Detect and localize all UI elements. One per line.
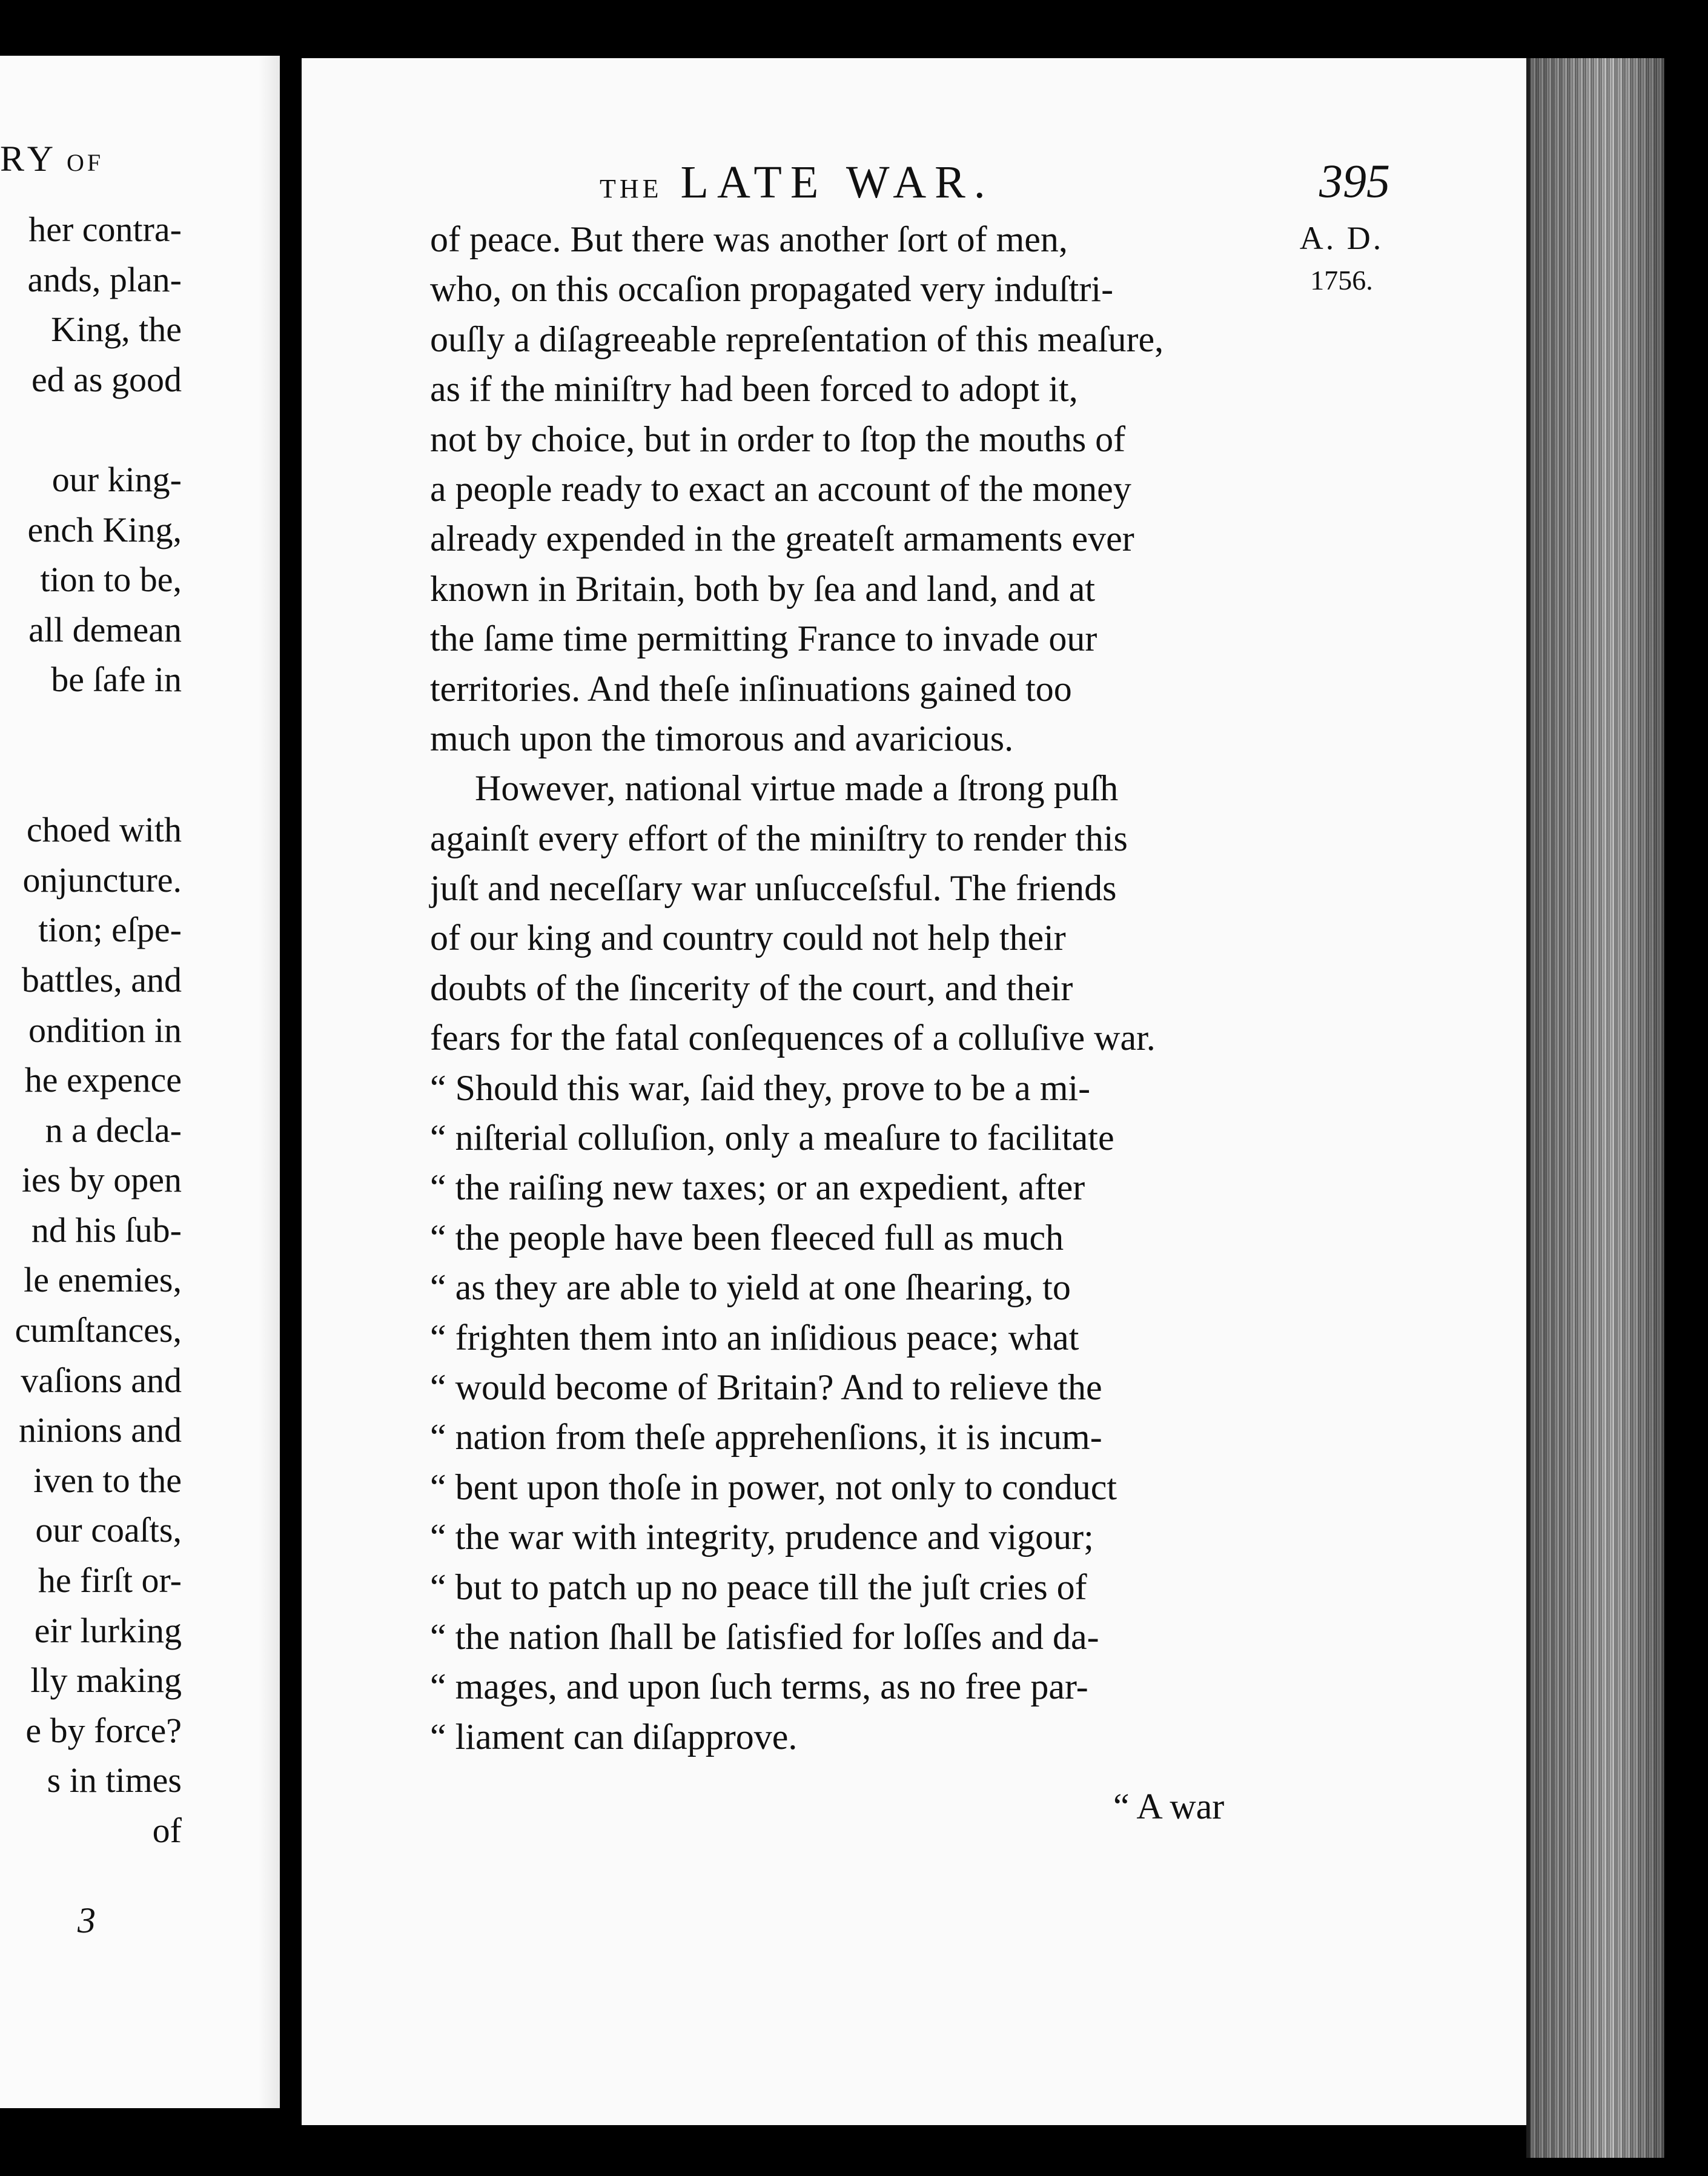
- left-line: of: [152, 1811, 182, 1850]
- text-line: as if the miniſtry had been forced to adopt it,: [430, 369, 1078, 410]
- text-line: againſt every effort of the miniſtry to render this: [430, 818, 1128, 858]
- text-line: known in Britain, both by ſea and land, and at: [430, 568, 1096, 609]
- text-line: fears for the fatal conſequences of a colluſive war.: [430, 1018, 1156, 1058]
- quote-line: “ frighten them into an inſidious peace; what: [430, 1317, 1079, 1358]
- left-line: le enemies,: [24, 1260, 182, 1300]
- left-line: vaſions and: [21, 1360, 182, 1400]
- left-line: King, the: [51, 310, 182, 350]
- left-running-head: [0, 138, 104, 180]
- text-line: of our king and country could not help their: [430, 918, 1066, 958]
- text-line: much upon the timorous and avaricious.: [430, 718, 1014, 758]
- left-line: our coaſts,: [35, 1510, 182, 1550]
- left-line: nd his ſub-: [31, 1210, 182, 1250]
- signature-mark: 3: [78, 1900, 96, 1940]
- quote-line: “ the war with integrity, prudence and vigour;: [430, 1517, 1094, 1557]
- text-line: the ſame time permitting France to invade our: [430, 619, 1097, 659]
- text-line: already expended in the greateſt armaments ever: [430, 519, 1134, 559]
- running-head-text: LATE WAR.: [680, 157, 994, 208]
- paragraph-first-line: However, national virtue made a ſtrong puſh: [475, 768, 1119, 809]
- left-line: ninions and: [18, 1410, 182, 1450]
- left-line: [15, 405, 182, 455]
- quote-line: “ the people have been fleeced full as much: [430, 1217, 1064, 1258]
- left-line: n a decla-: [45, 1110, 182, 1150]
- left-line: ench King,: [27, 509, 182, 549]
- text-line: not by choice, but in order to ſtop the mouths of: [430, 419, 1126, 459]
- page-number: 395: [1319, 154, 1390, 207]
- quote-line: “ nation from theſe apprehenſions, it is incum-: [430, 1417, 1102, 1458]
- body-text: [430, 214, 1530, 1762]
- quote-line: “ liament can diſapprove.: [430, 1716, 798, 1757]
- quote-line: “ mages, and upon ſuch terms, as no free par-: [430, 1667, 1088, 1707]
- quote-line: “ but to patch up no peace till the juſt cries of: [430, 1567, 1087, 1607]
- text-line: juſt and neceſſary war unſucceſsful. The friends: [430, 868, 1117, 909]
- running-head: [302, 148, 1530, 214]
- left-line: [15, 755, 182, 806]
- left-line: ands, plan-: [27, 259, 182, 299]
- left-line: cumſtances,: [15, 1310, 182, 1350]
- left-line: battles, and: [21, 960, 182, 1000]
- quote-line: “ would become of Britain? And to relieve the: [430, 1367, 1102, 1407]
- catchword: “ A war: [1113, 1786, 1225, 1826]
- quote-line: “ as they are able to yield at one ſhearing, to: [430, 1267, 1071, 1308]
- fold-shadow: [258, 56, 280, 2108]
- left-line: eir lurking: [34, 1610, 182, 1650]
- margin-note-era: A. D.: [1299, 220, 1384, 256]
- left-line: ondition in: [28, 1010, 182, 1050]
- left-line: choed with: [26, 810, 182, 850]
- left-line: he expence: [24, 1060, 182, 1100]
- left-line: our king-: [51, 459, 182, 499]
- text-line: doubts of the ſincerity of the court, and their: [430, 967, 1073, 1008]
- left-running-head-small: OF: [67, 149, 104, 176]
- text-line: a people ready to exact an account of the money: [430, 468, 1131, 509]
- left-line: tion to be,: [40, 560, 182, 600]
- text-line: ouſly a diſagreeable repreſentation of this meaſure,: [430, 319, 1164, 359]
- quote-line: “ bent upon thoſe in power, not only to conduct: [430, 1467, 1117, 1507]
- text-line: who, on this occaſion propagated very induſtri-: [430, 269, 1114, 310]
- main-page: [302, 58, 1530, 2125]
- left-line: lly making: [30, 1660, 182, 1700]
- quote-line: “ the raiſing new taxes; or an expedient, after: [430, 1167, 1085, 1208]
- left-page-fragment: [0, 56, 280, 2108]
- left-line: be ſafe in: [51, 660, 182, 700]
- text-line: of peace. But there was another ſort of men,: [430, 219, 1068, 259]
- left-line: ies by open: [21, 1160, 182, 1200]
- left-line: ed as good: [31, 359, 182, 399]
- quote-line: “ Should this war, ſaid they, prove to be a mi-: [430, 1067, 1091, 1108]
- margin-note-year: 1756.: [1310, 265, 1373, 296]
- left-line: onjuncture.: [22, 860, 182, 900]
- left-line: he firſt or-: [38, 1561, 182, 1600]
- quote-line: “ niſterial colluſion, only a meaſure to facilitate: [430, 1118, 1114, 1158]
- running-head-small: THE: [600, 174, 663, 204]
- left-page-text: [15, 205, 182, 1856]
- left-line: tion; eſpe-: [38, 910, 182, 950]
- left-line: [15, 705, 182, 755]
- quote-line: “ the nation ſhall be ſatisfied for loſſes and da-: [430, 1616, 1099, 1657]
- left-line: all demean: [28, 609, 182, 649]
- left-line: iven to the: [33, 1460, 182, 1500]
- left-line: her contra-: [28, 210, 182, 249]
- text-line: territories. And theſe inſinuations gained too: [430, 668, 1072, 709]
- left-running-head-text: RY: [0, 139, 59, 179]
- book-page-edges: [1526, 58, 1664, 2158]
- left-line: s in times: [47, 1760, 182, 1800]
- left-line: e by force?: [25, 1710, 182, 1750]
- running-head-title: [600, 156, 994, 209]
